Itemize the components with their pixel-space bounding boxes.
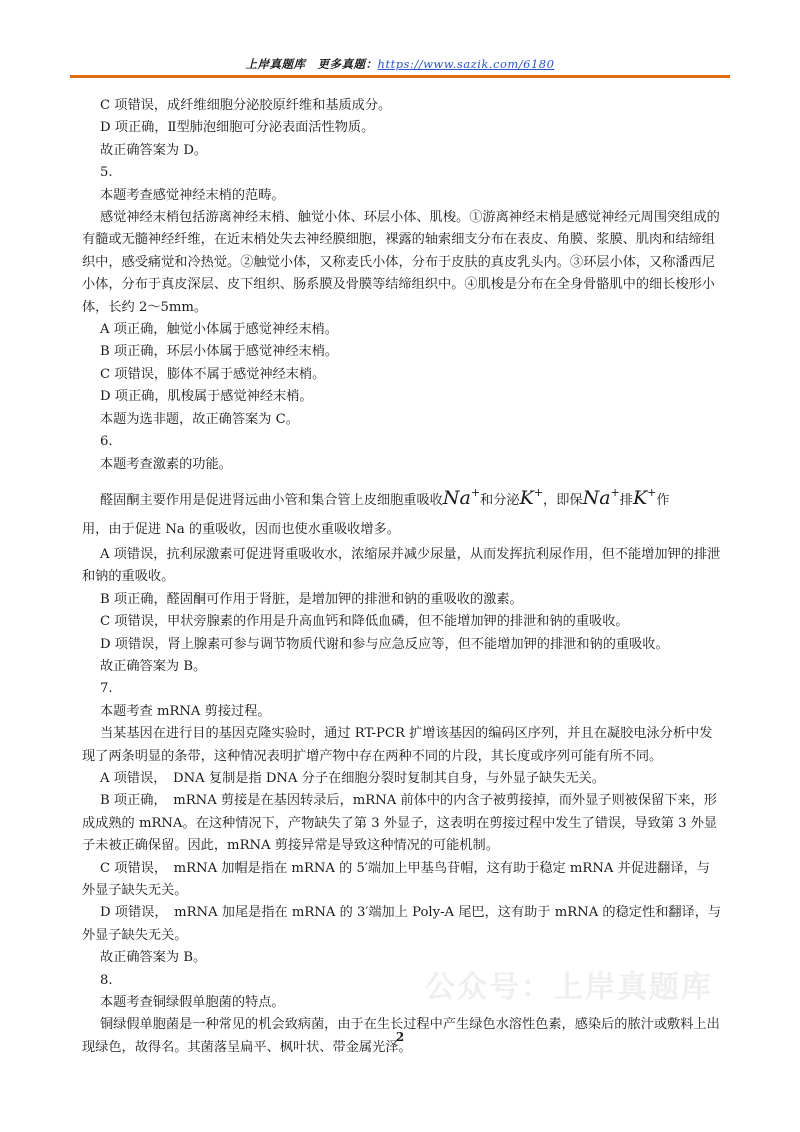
- paragraph: 故正确答案为 D。: [100, 142, 208, 158]
- paragraph: 本题考查感觉神经末梢的范畴。: [100, 187, 285, 203]
- paragraph: 本题考查铜绿假单胞菌的特点。: [100, 995, 285, 1011]
- paragraph: A 项错误， DNA 复制是指 DNA 分子在细胞分裂时复制其自身，与外显子缺失无关。: [100, 770, 605, 786]
- paragraph: C 项错误，甲状旁腺素的作用是升高血钙和降低血磷，但不能增加钾的排泄和钠的重吸收。: [100, 614, 629, 630]
- paragraph: C 项错误，膨体不属于感觉神经末梢。: [100, 366, 326, 382]
- page-number: 2: [395, 1030, 405, 1044]
- paragraph: 本题考查激素的功能。: [100, 456, 232, 472]
- paragraph: 当某基因在进行目的基因克隆实验时，通过 RT-PCR 扩增该基因的编码区序列，并且在凝胶电泳分析中发现了两条明显的条带，这种情况表明扩增产物中存在两种不同的片段，其长度或序列可能有所不同。: [82, 726, 713, 764]
- paragraph: 感觉神经末梢包括游离神经末梢、触觉小体、环层小体、肌梭。①游离神经末梢是感觉神经元周围突组成的有髓或无髓神经纤维，在近末梢处失去神经膜细胞，裸露的轴索细支分布在表皮、角膜、浆膜、肌肉和结缔组织中，感受痛觉和冷热觉。②触觉小体，又称麦氏小体，分布于皮肤的真皮乳头内。③环层小体，又称潘西尼小体，分布于真皮深层、皮下组织、肠系膜及骨膜等结缔组织中。④肌梭是分布在全身骨骼肌中的细长梭形小体，长约 2～5mm。: [82, 210, 720, 315]
- document-body: [82, 95, 722, 1059]
- paragraph: 故正确答案为 B。: [100, 950, 207, 966]
- paragraph: D 项正确，肌梭属于感觉神经末梢。: [100, 389, 313, 405]
- header-link[interactable]: https://www.sazik.com/6180: [377, 57, 555, 71]
- paragraph: B 项正确， mRNA 剪接是在基因转录后，mRNA 前体中的内含子被剪接掉，而外显子则被保留下来，形成成熟的 mRNA。在这种情况下，产物缺失了第 3 外显子，这表明在剪接过程中发生了错误，导致第 3 外显子未被正确保留。因此，mRNA 剪接异常是导致这种情况的可能机制。: [82, 793, 718, 854]
- paragraph: 本题考查 mRNA 剪接过程。: [100, 703, 271, 719]
- question-number: 6.: [100, 434, 113, 450]
- paragraph: A 项错误，抗利尿激素可促进肾重吸收水，浓缩尿并减少尿量，从而发挥抗利尿作用，但不能增加钾的排泄和钠的重吸收。: [82, 546, 721, 585]
- paragraph: 铜绿假单胞菌是一种常见的机会致病菌，由于在生长过程中产生绿色水溶性色素，感染后的脓汁或敷料上出现绿色，故得名。其菌落呈扁平、枫叶状、带金属光泽。: [82, 1017, 720, 1055]
- formula-k: K+: [519, 485, 544, 509]
- paragraph: 故正确答案为 B。: [100, 658, 207, 674]
- paragraph: C 项错误， mRNA 加帽是指在 mRNA 的 5′端加上甲基鸟苷帽，这有助于稳定 mRNA 并促进翻译，与外显子缺失无关。: [82, 860, 710, 898]
- paragraph: C 项错误，成纤维细胞分泌胶原纤维和基质成分。: [100, 98, 392, 113]
- question-number: 8.: [100, 972, 113, 988]
- formula-na: Na+: [442, 485, 481, 509]
- aldosterone-paragraph: 醛固酮主要作用是促进肾远曲小管和集合管上皮细胞重吸收Na+和分泌K+，即保Na+排K+作: [100, 485, 670, 509]
- header-rule: [70, 75, 730, 78]
- watermark: 公众号：上岸真题库: [425, 970, 713, 1005]
- formula-k: K+: [632, 485, 657, 509]
- paragraph: A 项正确，触觉小体属于感觉神经末梢。: [100, 322, 338, 338]
- paragraph: D 项错误， mRNA 加尾是指在 mRNA 的 3′端加上 Poly-A 尾巴，这有助于 mRNA 的稳定性和翻译，与外显子缺失无关。: [82, 905, 722, 943]
- paragraph: B 项正确，环层小体属于感觉神经末梢。: [100, 344, 339, 360]
- paragraph: B 项正确，醛固酮可作用于肾脏，是增加钾的排泄和钠的重吸收的激素。: [100, 591, 523, 607]
- question-number: 7.: [100, 681, 113, 697]
- paragraph: D 项错误，肾上腺素可参与调节物质代谢和参与应急反应等，但不能增加钾的排泄和钠的重吸收。: [100, 636, 669, 652]
- header-title: 上岸真题库 更多真题：: [245, 57, 378, 71]
- paragraph: 本题为选非题，故正确答案为 C。: [100, 411, 299, 427]
- formula-na: Na+: [582, 485, 620, 509]
- page-header: [70, 56, 730, 72]
- paragraph: D 项正确，Ⅱ型肺泡细胞可分泌表面活性物质。: [100, 120, 375, 136]
- question-number: 5.: [100, 165, 113, 181]
- paragraph: 用，由于促进 Na 的重吸收，因而也使水重吸收增多。: [82, 521, 400, 537]
